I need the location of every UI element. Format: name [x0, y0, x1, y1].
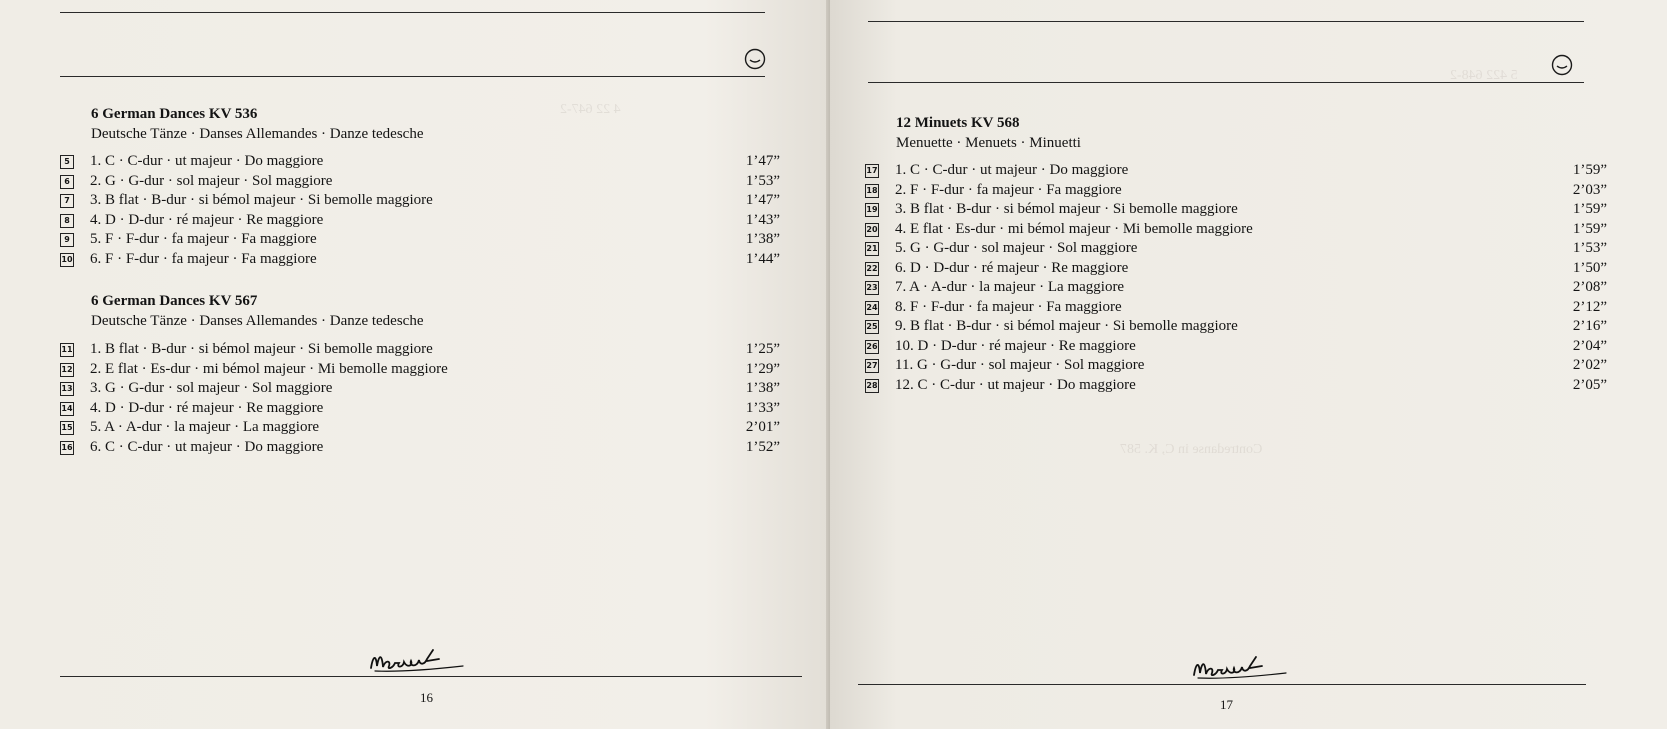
track-title: 3. B flat · B-dur · si bémol majeur · Si bemolle maggiore — [895, 201, 1238, 217]
track-row — [865, 181, 1610, 201]
track-row — [60, 340, 780, 360]
track-title: 3. B flat · B-dur · si bémol majeur · Si bemolle maggiore — [90, 192, 433, 208]
track-row — [865, 259, 1610, 279]
mozart-signature — [1190, 653, 1300, 683]
section-title: 6 German Dances KV 536 — [91, 106, 258, 122]
track-list-kv536 — [60, 152, 780, 269]
track-duration: 1’52” — [745, 438, 780, 455]
track-title: 5. F · F-dur · fa majeur · Fa maggiore — [90, 231, 317, 247]
track-row — [60, 191, 780, 211]
left-page — [0, 0, 830, 729]
track-list-kv568 — [865, 161, 1610, 395]
track-duration: 1’59” — [1572, 201, 1607, 217]
track-title: 2. G · G-dur · sol majeur · Sol maggiore — [90, 172, 333, 189]
track-title: 6. D · D-dur · ré majeur · Re maggiore — [895, 259, 1129, 276]
clock-icon — [744, 48, 766, 70]
track-row — [865, 239, 1610, 259]
track-number-badge: 22 — [865, 262, 879, 276]
track-title: 8. F · F-dur · fa majeur · Fa maggiore — [895, 298, 1122, 315]
track-number-badge: 9 — [60, 233, 74, 247]
track-row — [60, 211, 780, 231]
track-row — [865, 161, 1610, 181]
track-row — [865, 317, 1610, 337]
track-list-kv567 — [60, 340, 780, 457]
track-title: 3. G · G-dur · sol majeur · Sol maggiore — [90, 380, 333, 396]
section-kv536 — [91, 104, 781, 150]
track-number-badge: 14 — [60, 402, 74, 416]
track-row — [865, 337, 1610, 357]
track-title: 1. B flat · B-dur · si bémol majeur · Si bemolle maggiore — [90, 341, 433, 357]
top-rule — [60, 12, 765, 13]
track-number-badge: 8 — [60, 214, 74, 228]
track-row — [60, 438, 780, 458]
track-number-badge: 15 — [60, 421, 74, 435]
track-number-badge: 11 — [60, 343, 74, 357]
track-number-badge: 19 — [865, 203, 879, 217]
track-title: 9. B flat · B-dur · si bémol majeur · Si bemolle maggiore — [895, 318, 1238, 334]
track-duration: 2’03” — [1572, 181, 1607, 198]
track-row — [60, 152, 780, 172]
track-duration: 2’08” — [1572, 279, 1607, 295]
track-duration: 1’47” — [745, 192, 780, 208]
footer-rule — [858, 684, 1586, 685]
show-through-text: 4 22 647-2 — [560, 102, 621, 117]
track-number-badge: 17 — [865, 164, 879, 178]
track-duration: 1’38” — [745, 380, 780, 396]
show-through-text: Contredanse in C, K. 587 — [1120, 442, 1263, 457]
track-number-badge: 13 — [60, 382, 74, 396]
track-title: 7. A · A-dur · la majeur · La maggiore — [895, 279, 1125, 295]
track-title: 5. A · A-dur · la majeur · La maggiore — [90, 419, 320, 435]
track-number-badge: 10 — [60, 253, 74, 267]
track-number-badge: 6 — [60, 175, 74, 189]
track-title: 12. C · C-dur · ut majeur · Do maggiore — [895, 376, 1136, 393]
track-duration: 1’25” — [745, 341, 780, 357]
track-title: 6. C · C-dur · ut majeur · Do maggiore — [90, 438, 324, 455]
track-title: 6. F · F-dur · fa majeur · Fa maggiore — [90, 250, 317, 267]
section-subtitle: Menuette · Menuets · Minuetti — [896, 135, 1081, 151]
track-row — [60, 360, 780, 380]
page-number: 16 — [420, 690, 433, 705]
top-rule — [868, 21, 1584, 22]
track-duration: 1’53” — [745, 172, 780, 189]
track-title: 11. G · G-dur · sol majeur · Sol maggiore — [895, 357, 1145, 373]
track-title: 1. C · C-dur · ut majeur · Do maggiore — [895, 162, 1129, 178]
track-number-badge: 28 — [865, 379, 879, 393]
track-title: 2. F · F-dur · fa majeur · Fa maggiore — [895, 181, 1122, 198]
track-number-badge: 24 — [865, 301, 879, 315]
track-row — [60, 418, 780, 438]
track-row — [865, 356, 1610, 376]
track-title: 4. D · D-dur · ré majeur · Re maggiore — [90, 399, 324, 416]
track-duration: 2’16” — [1572, 318, 1607, 334]
section-title: 6 German Dances KV 567 — [91, 293, 258, 309]
track-number-badge: 27 — [865, 359, 879, 373]
track-number-badge: 21 — [865, 242, 879, 256]
track-number-badge: 23 — [865, 281, 879, 295]
track-title: 4. D · D-dur · ré majeur · Re maggiore — [90, 211, 324, 228]
section-subtitle: Deutsche Tänze · Danses Allemandes · Danze tedesche — [91, 126, 424, 142]
track-duration: 2’01” — [745, 419, 780, 435]
track-duration: 1’59” — [1572, 162, 1607, 178]
page-number: 17 — [1220, 697, 1233, 712]
track-row — [60, 250, 780, 270]
track-duration: 2’02” — [1572, 357, 1607, 373]
track-row — [865, 298, 1610, 318]
track-duration: 2’04” — [1572, 337, 1607, 354]
section-kv568 — [896, 113, 1596, 159]
footer-rule — [60, 676, 802, 677]
section-kv567 — [91, 291, 781, 337]
track-duration: 1’53” — [1572, 240, 1607, 256]
right-page — [830, 0, 1667, 729]
track-row — [865, 200, 1610, 220]
track-number-badge: 12 — [60, 363, 74, 377]
track-row — [60, 379, 780, 399]
track-title: 4. E flat · Es-dur · mi bémol majeur · Mi bemolle maggiore — [895, 220, 1253, 237]
section-title: 12 Minuets KV 568 — [896, 115, 1020, 131]
track-title: 5. G · G-dur · sol majeur · Sol maggiore — [895, 240, 1138, 256]
track-row — [60, 399, 780, 419]
header-rule — [60, 76, 765, 77]
track-duration: 1’44” — [745, 250, 780, 267]
track-title: 1. C · C-dur · ut majeur · Do maggiore — [90, 153, 324, 169]
track-duration: 1’33” — [745, 399, 780, 416]
clock-icon — [1551, 54, 1573, 76]
track-number-badge: 5 — [60, 155, 74, 169]
track-row — [60, 230, 780, 250]
track-title: 10. D · D-dur · ré majeur · Re maggiore — [895, 337, 1136, 354]
track-title: 2. E flat · Es-dur · mi bémol majeur · Mi bemolle maggiore — [90, 360, 448, 377]
track-row — [865, 376, 1610, 396]
track-number-badge: 25 — [865, 320, 879, 334]
section-subtitle: Deutsche Tänze · Danses Allemandes · Danze tedesche — [91, 313, 424, 329]
track-duration: 1’29” — [745, 360, 780, 377]
track-duration: 2’05” — [1572, 376, 1607, 393]
track-number-badge: 20 — [865, 223, 879, 237]
track-row — [865, 220, 1610, 240]
track-row — [865, 278, 1610, 298]
track-duration: 2’12” — [1572, 298, 1607, 315]
track-number-badge: 7 — [60, 194, 74, 208]
track-duration: 1’50” — [1572, 259, 1607, 276]
track-duration: 1’43” — [745, 211, 780, 228]
track-row — [60, 172, 780, 192]
mozart-signature — [367, 646, 477, 676]
track-number-badge: 26 — [865, 340, 879, 354]
track-number-badge: 16 — [60, 441, 74, 455]
show-through-text: 5 422 648-2 — [1450, 68, 1518, 83]
track-duration: 1’47” — [745, 153, 780, 169]
track-number-badge: 18 — [865, 184, 879, 198]
track-duration: 1’38” — [745, 231, 780, 247]
track-duration: 1’59” — [1572, 220, 1607, 237]
